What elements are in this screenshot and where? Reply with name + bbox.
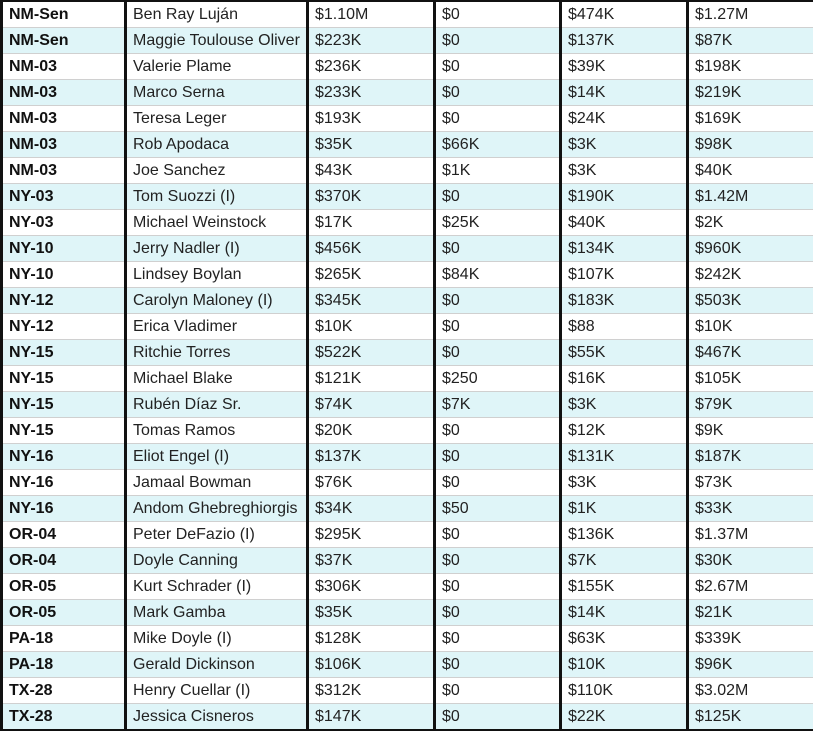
- value-cell-3: $107K: [561, 262, 688, 288]
- district-cell: NY-15: [2, 392, 126, 418]
- table-row: [2, 210, 813, 236]
- candidate-cell: Rubén Díaz Sr.: [126, 392, 308, 418]
- value-cell-4: $198K: [688, 54, 813, 80]
- value-cell-3: $14K: [561, 600, 688, 626]
- table-row: [2, 496, 813, 522]
- value-cell-4: $98K: [688, 132, 813, 158]
- value-cell-3: $3K: [561, 132, 688, 158]
- value-cell-1: $312K: [308, 678, 435, 704]
- value-cell-3: $14K: [561, 80, 688, 106]
- value-cell-1: $306K: [308, 574, 435, 600]
- district-cell: NM-Sen: [2, 28, 126, 54]
- district-cell: OR-05: [2, 600, 126, 626]
- candidate-cell: Tom Suozzi (I): [126, 184, 308, 210]
- district-cell: NM-03: [2, 158, 126, 184]
- value-cell-3: $22K: [561, 704, 688, 731]
- value-cell-4: $339K: [688, 626, 813, 652]
- value-cell-2: $0: [435, 704, 561, 731]
- value-cell-4: $219K: [688, 80, 813, 106]
- district-cell: NY-15: [2, 418, 126, 444]
- value-cell-3: $190K: [561, 184, 688, 210]
- value-cell-2: $0: [435, 574, 561, 600]
- table-row: [2, 80, 813, 106]
- district-cell: NY-16: [2, 444, 126, 470]
- value-cell-3: $10K: [561, 652, 688, 678]
- value-cell-2: $0: [435, 678, 561, 704]
- value-cell-4: $21K: [688, 600, 813, 626]
- value-cell-1: $522K: [308, 340, 435, 366]
- value-cell-2: $66K: [435, 132, 561, 158]
- candidate-cell: Marco Serna: [126, 80, 308, 106]
- candidate-cell: Joe Sanchez: [126, 158, 308, 184]
- table-row: [2, 470, 813, 496]
- value-cell-1: $20K: [308, 418, 435, 444]
- candidate-cell: Rob Apodaca: [126, 132, 308, 158]
- value-cell-4: $33K: [688, 496, 813, 522]
- table-row: [2, 652, 813, 678]
- value-cell-2: $0: [435, 288, 561, 314]
- district-cell: NY-12: [2, 288, 126, 314]
- value-cell-1: $193K: [308, 106, 435, 132]
- value-cell-3: $3K: [561, 158, 688, 184]
- candidate-cell: Eliot Engel (I): [126, 444, 308, 470]
- value-cell-3: $88: [561, 314, 688, 340]
- table-row: [2, 314, 813, 340]
- value-cell-4: $87K: [688, 28, 813, 54]
- value-cell-1: $370K: [308, 184, 435, 210]
- district-cell: PA-18: [2, 626, 126, 652]
- district-cell: NY-10: [2, 262, 126, 288]
- value-cell-2: $0: [435, 184, 561, 210]
- value-cell-3: $7K: [561, 548, 688, 574]
- value-cell-1: $106K: [308, 652, 435, 678]
- candidate-cell: Jessica Cisneros: [126, 704, 308, 731]
- table-row: [2, 574, 813, 600]
- value-cell-2: $1K: [435, 158, 561, 184]
- candidate-cell: Mark Gamba: [126, 600, 308, 626]
- value-cell-1: $233K: [308, 80, 435, 106]
- candidate-cell: Michael Weinstock: [126, 210, 308, 236]
- value-cell-2: $0: [435, 548, 561, 574]
- table-row: [2, 600, 813, 626]
- table-row: [2, 184, 813, 210]
- value-cell-1: $10K: [308, 314, 435, 340]
- district-cell: NY-12: [2, 314, 126, 340]
- table-row: [2, 548, 813, 574]
- candidate-cell: Teresa Leger: [126, 106, 308, 132]
- value-cell-1: $37K: [308, 548, 435, 574]
- district-cell: NY-15: [2, 340, 126, 366]
- value-cell-1: $74K: [308, 392, 435, 418]
- district-cell: OR-05: [2, 574, 126, 600]
- value-cell-1: $236K: [308, 54, 435, 80]
- value-cell-2: $0: [435, 54, 561, 80]
- value-cell-3: $1K: [561, 496, 688, 522]
- candidate-cell: Mike Doyle (I): [126, 626, 308, 652]
- value-cell-4: $169K: [688, 106, 813, 132]
- value-cell-3: $131K: [561, 444, 688, 470]
- value-cell-4: $10K: [688, 314, 813, 340]
- value-cell-3: $155K: [561, 574, 688, 600]
- value-cell-4: $467K: [688, 340, 813, 366]
- district-cell: NM-03: [2, 80, 126, 106]
- value-cell-2: $7K: [435, 392, 561, 418]
- value-cell-2: $0: [435, 1, 561, 28]
- value-cell-1: $128K: [308, 626, 435, 652]
- table-row: [2, 54, 813, 80]
- value-cell-1: $34K: [308, 496, 435, 522]
- candidate-cell: Ben Ray Luján: [126, 1, 308, 28]
- value-cell-1: $147K: [308, 704, 435, 731]
- value-cell-4: $125K: [688, 704, 813, 731]
- candidate-cell: Jamaal Bowman: [126, 470, 308, 496]
- table-row: [2, 392, 813, 418]
- value-cell-4: $105K: [688, 366, 813, 392]
- district-cell: NM-03: [2, 54, 126, 80]
- district-cell: NY-16: [2, 496, 126, 522]
- value-cell-2: $25K: [435, 210, 561, 236]
- value-cell-1: $121K: [308, 366, 435, 392]
- district-cell: OR-04: [2, 548, 126, 574]
- value-cell-2: $0: [435, 314, 561, 340]
- table-row: [2, 262, 813, 288]
- value-cell-4: $9K: [688, 418, 813, 444]
- value-cell-3: $16K: [561, 366, 688, 392]
- value-cell-4: $1.27M: [688, 1, 813, 28]
- candidate-cell: Gerald Dickinson: [126, 652, 308, 678]
- value-cell-2: $84K: [435, 262, 561, 288]
- value-cell-2: $0: [435, 106, 561, 132]
- value-cell-2: $0: [435, 28, 561, 54]
- table-row: [2, 236, 813, 262]
- value-cell-3: $12K: [561, 418, 688, 444]
- district-cell: NM-Sen: [2, 1, 126, 28]
- value-cell-1: $35K: [308, 132, 435, 158]
- value-cell-3: $3K: [561, 392, 688, 418]
- table-row: [2, 704, 813, 731]
- table-row: [2, 366, 813, 392]
- value-cell-1: $17K: [308, 210, 435, 236]
- table-row: [2, 418, 813, 444]
- table-row: [2, 132, 813, 158]
- table-row: [2, 288, 813, 314]
- district-cell: NY-03: [2, 210, 126, 236]
- value-cell-4: $96K: [688, 652, 813, 678]
- table-row: [2, 444, 813, 470]
- value-cell-4: $40K: [688, 158, 813, 184]
- value-cell-3: $137K: [561, 28, 688, 54]
- value-cell-4: $1.37M: [688, 522, 813, 548]
- value-cell-1: $35K: [308, 600, 435, 626]
- district-cell: NM-03: [2, 132, 126, 158]
- candidate-cell: Andom Ghebreghiorgis: [126, 496, 308, 522]
- district-cell: NY-03: [2, 184, 126, 210]
- value-cell-3: $39K: [561, 54, 688, 80]
- table-row: [2, 106, 813, 132]
- candidate-cell: Tomas Ramos: [126, 418, 308, 444]
- value-cell-1: $456K: [308, 236, 435, 262]
- candidate-cell: Maggie Toulouse Oliver: [126, 28, 308, 54]
- value-cell-3: $183K: [561, 288, 688, 314]
- value-cell-2: $50: [435, 496, 561, 522]
- value-cell-4: $242K: [688, 262, 813, 288]
- table-row: [2, 340, 813, 366]
- value-cell-4: $187K: [688, 444, 813, 470]
- value-cell-2: $0: [435, 418, 561, 444]
- value-cell-2: $0: [435, 340, 561, 366]
- value-cell-1: $43K: [308, 158, 435, 184]
- value-cell-3: $24K: [561, 106, 688, 132]
- value-cell-3: $136K: [561, 522, 688, 548]
- candidate-cell: Kurt Schrader (I): [126, 574, 308, 600]
- value-cell-2: $0: [435, 652, 561, 678]
- value-cell-4: $79K: [688, 392, 813, 418]
- table-row: [2, 522, 813, 548]
- value-cell-2: $0: [435, 470, 561, 496]
- table-row: [2, 626, 813, 652]
- value-cell-3: $134K: [561, 236, 688, 262]
- value-cell-3: $40K: [561, 210, 688, 236]
- value-cell-2: $0: [435, 522, 561, 548]
- candidate-cell: Henry Cuellar (I): [126, 678, 308, 704]
- candidate-cell: Erica Vladimer: [126, 314, 308, 340]
- value-cell-4: $2.67M: [688, 574, 813, 600]
- value-cell-4: $960K: [688, 236, 813, 262]
- value-cell-2: $0: [435, 626, 561, 652]
- candidate-cell: Doyle Canning: [126, 548, 308, 574]
- candidate-cell: Ritchie Torres: [126, 340, 308, 366]
- district-cell: TX-28: [2, 704, 126, 731]
- table-row: [2, 158, 813, 184]
- value-cell-2: $0: [435, 236, 561, 262]
- value-cell-4: $30K: [688, 548, 813, 574]
- value-cell-3: $55K: [561, 340, 688, 366]
- candidate-cell: Jerry Nadler (I): [126, 236, 308, 262]
- district-cell: TX-28: [2, 678, 126, 704]
- value-cell-3: $110K: [561, 678, 688, 704]
- candidate-cell: Lindsey Boylan: [126, 262, 308, 288]
- value-cell-1: $223K: [308, 28, 435, 54]
- value-cell-1: $345K: [308, 288, 435, 314]
- value-cell-1: $265K: [308, 262, 435, 288]
- value-cell-4: $2K: [688, 210, 813, 236]
- table-row: [2, 28, 813, 54]
- district-cell: NY-16: [2, 470, 126, 496]
- district-cell: NY-15: [2, 366, 126, 392]
- table-row: [2, 678, 813, 704]
- value-cell-3: $3K: [561, 470, 688, 496]
- district-cell: OR-04: [2, 522, 126, 548]
- value-cell-1: $1.10M: [308, 1, 435, 28]
- candidate-cell: Michael Blake: [126, 366, 308, 392]
- value-cell-4: $73K: [688, 470, 813, 496]
- candidate-cell: Valerie Plame: [126, 54, 308, 80]
- value-cell-4: $1.42M: [688, 184, 813, 210]
- candidate-cell: Carolyn Maloney (I): [126, 288, 308, 314]
- table-row: [2, 1, 813, 28]
- table-body: [2, 1, 813, 730]
- district-cell: PA-18: [2, 652, 126, 678]
- value-cell-2: $0: [435, 444, 561, 470]
- value-cell-1: $137K: [308, 444, 435, 470]
- candidate-cell: Peter DeFazio (I): [126, 522, 308, 548]
- value-cell-4: $3.02M: [688, 678, 813, 704]
- value-cell-1: $76K: [308, 470, 435, 496]
- district-cell: NY-10: [2, 236, 126, 262]
- value-cell-2: $0: [435, 80, 561, 106]
- district-cell: NM-03: [2, 106, 126, 132]
- value-cell-1: $295K: [308, 522, 435, 548]
- value-cell-3: $474K: [561, 1, 688, 28]
- value-cell-2: $0: [435, 600, 561, 626]
- value-cell-3: $63K: [561, 626, 688, 652]
- value-cell-2: $250: [435, 366, 561, 392]
- value-cell-4: $503K: [688, 288, 813, 314]
